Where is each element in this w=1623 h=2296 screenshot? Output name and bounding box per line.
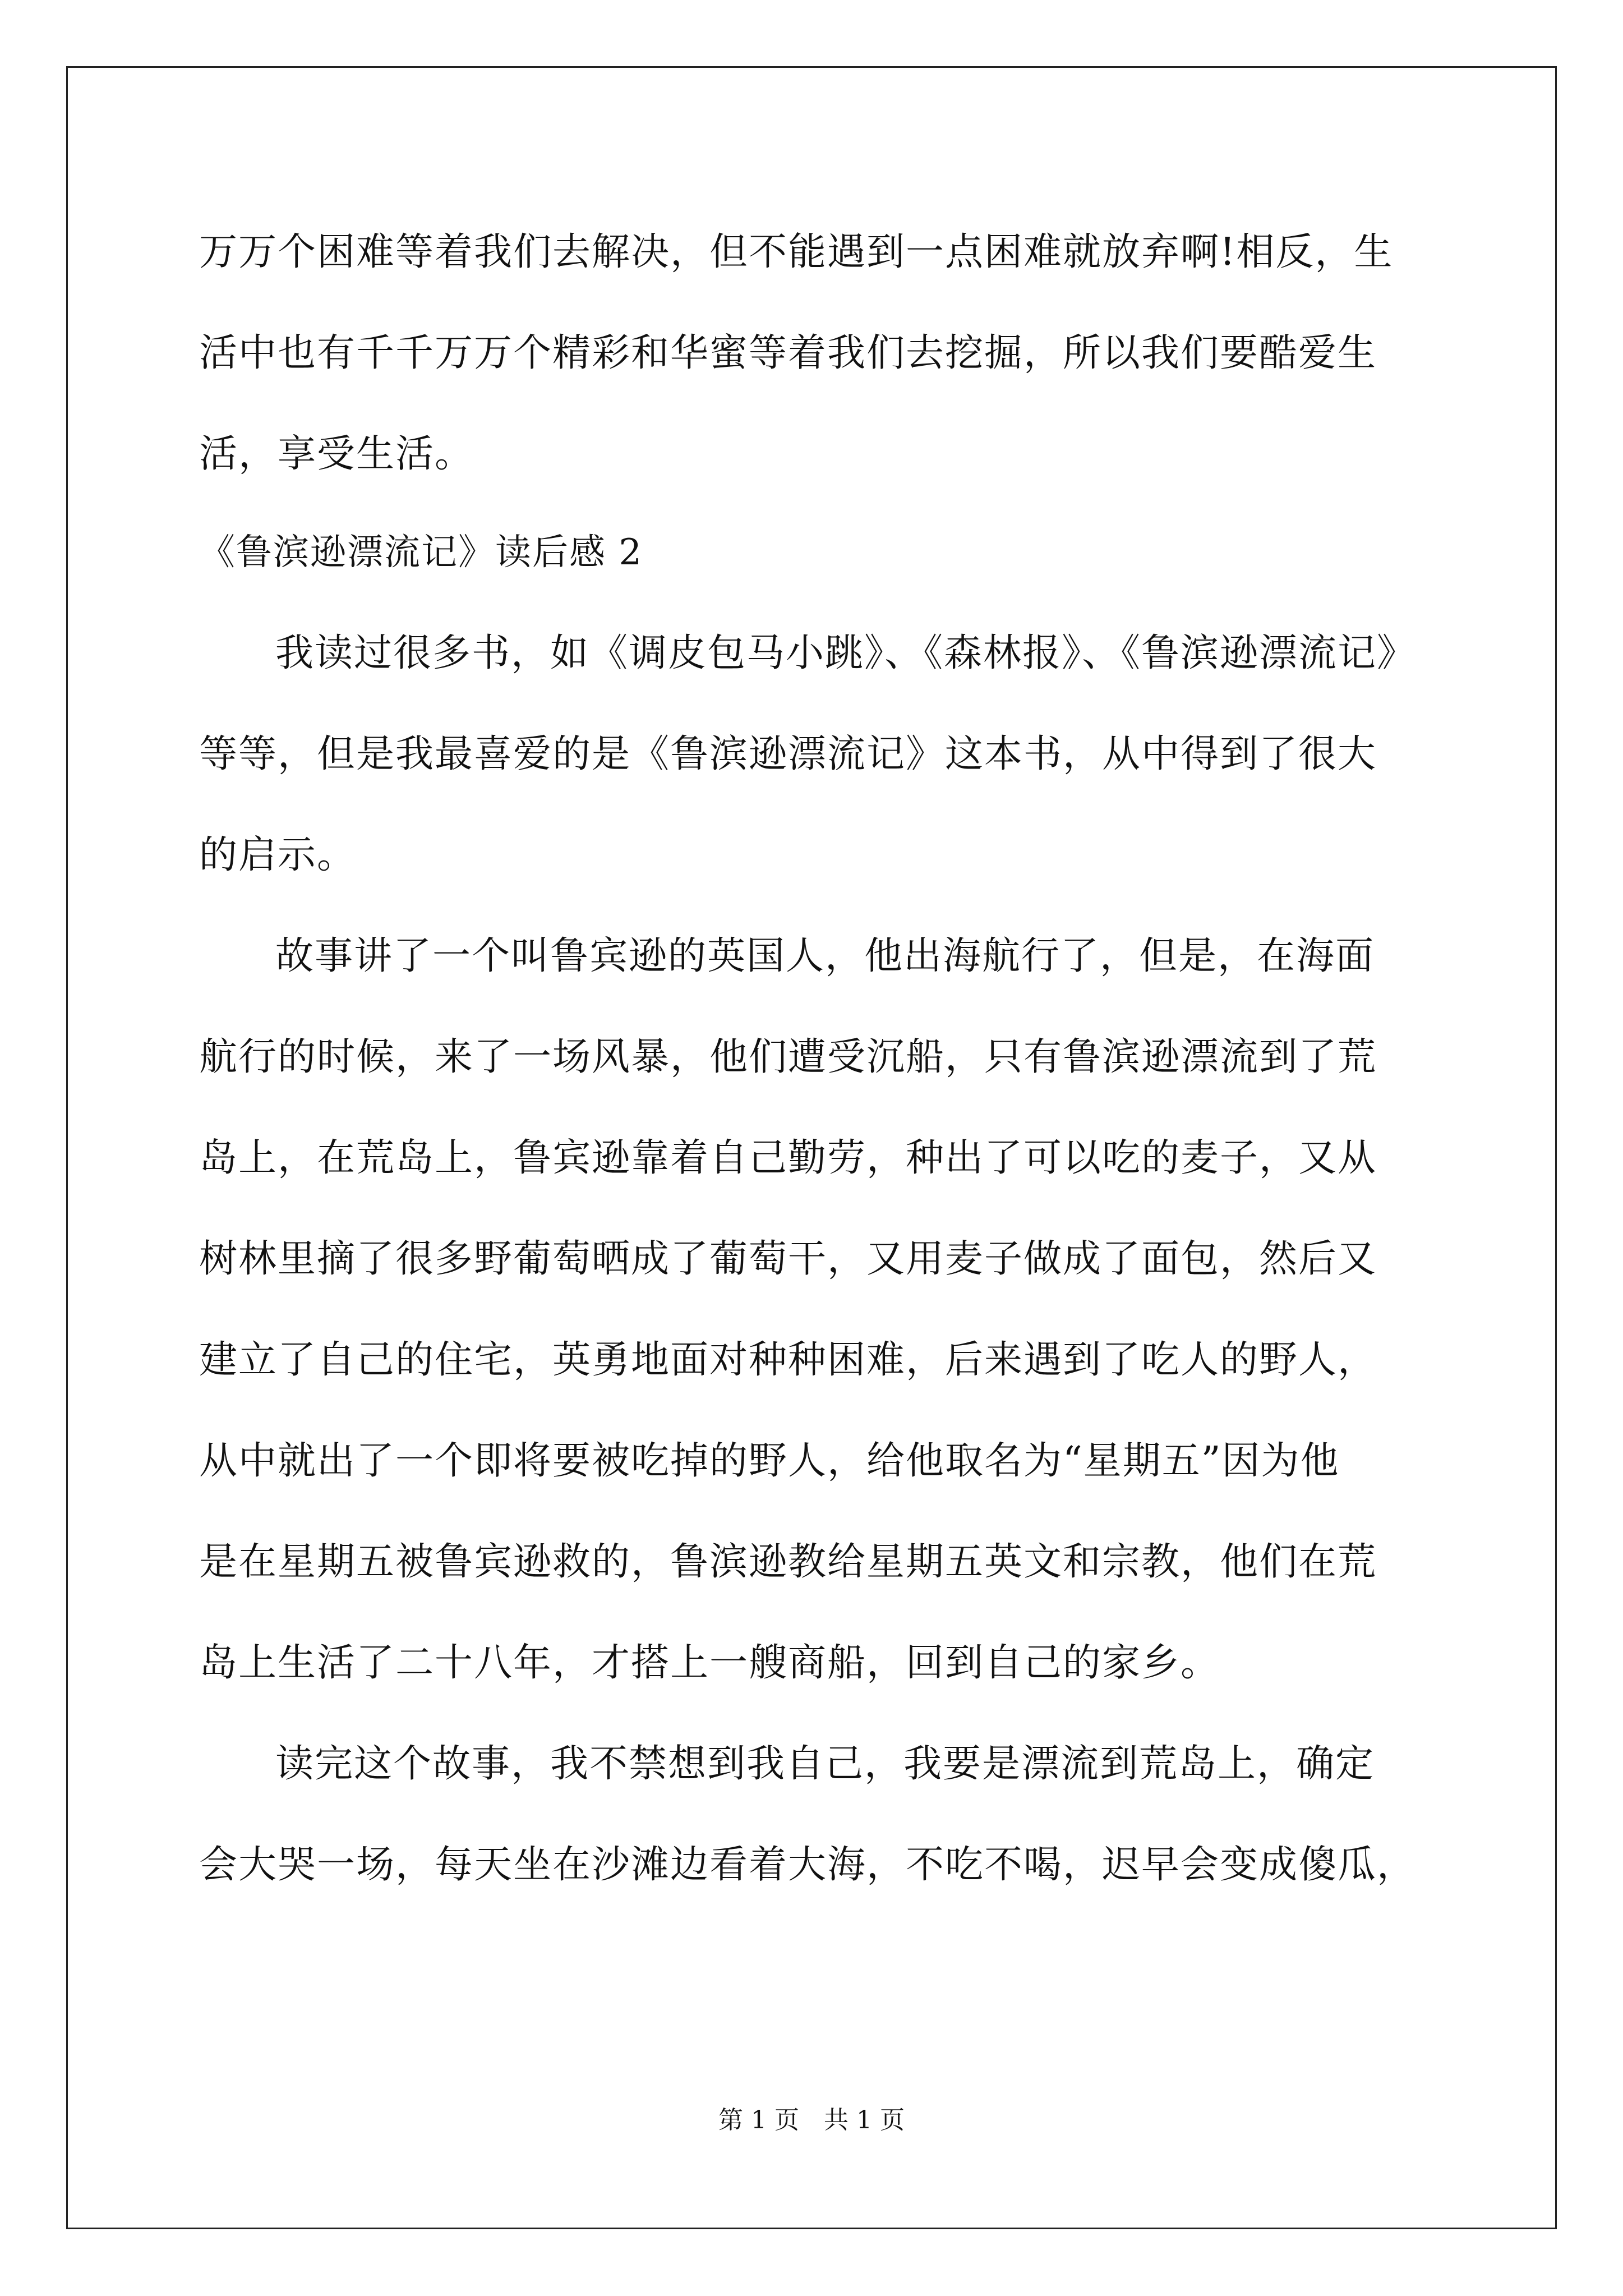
text-line: 等等，但是我最喜爱的是《鲁滨逊漂流记》这本书，从中得到了很大 — [199, 732, 1377, 776]
text-line: 的启示。 — [199, 833, 357, 877]
text-line: 会大哭一场，每天坐在沙滩边看着大海，不吃不喝，迟早会变成傻瓜， — [199, 1843, 1417, 1887]
text-line: 是在星期五被鲁宾逊救的，鲁滨逊教给星期五英文和宗教，他们在荒 — [199, 1540, 1377, 1584]
section-heading: 《鲁滨逊漂流记》读后感 2 — [199, 532, 643, 573]
text-line: 建立了自己的住宅，英勇地面对种种困难，后来遇到了吃人的野人， — [199, 1338, 1377, 1382]
text-line: 从中就出了一个即将要被吃掉的野人，给他取名为“星期五”因为他 — [199, 1439, 1340, 1483]
text-line: 万万个困难等着我们去解决，但不能遇到一点困难就放弃啊!相反，生 — [199, 230, 1394, 274]
text-line: 岛上生活了二十八年，才搭上一艘商船，回到自己的家乡。 — [199, 1641, 1220, 1685]
text-line: 航行的时候，来了一场风暴，他们遭受沉船，只有鲁滨逊漂流到了荒 — [199, 1035, 1377, 1079]
text-line: 岛上，在荒岛上，鲁宾逊靠着自己勤劳，种出了可以吃的麦子，又从 — [199, 1136, 1377, 1180]
text-line: 活，享受生活。 — [199, 432, 474, 476]
text-line: 故事讲了一个叫鲁宾逊的英国人，他出海航行了，但是，在海面 — [275, 934, 1375, 978]
text-line: 树林里摘了很多野葡萄晒成了葡萄干，又用麦子做成了面包，然后又 — [199, 1237, 1377, 1281]
page-footer: 第 1 页 共 1 页 — [718, 2106, 905, 2134]
text-line: 活中也有千千万万个精彩和华蜜等着我们去挖掘，所以我们要酷爱生 — [199, 331, 1377, 375]
text-line: 我读过很多书，如《调皮包马小跳》、《森林报》、《鲁滨逊漂流记》 — [275, 631, 1417, 675]
text-line: 读完这个故事，我不禁想到我自己，我要是漂流到荒岛上，确定 — [275, 1742, 1375, 1786]
